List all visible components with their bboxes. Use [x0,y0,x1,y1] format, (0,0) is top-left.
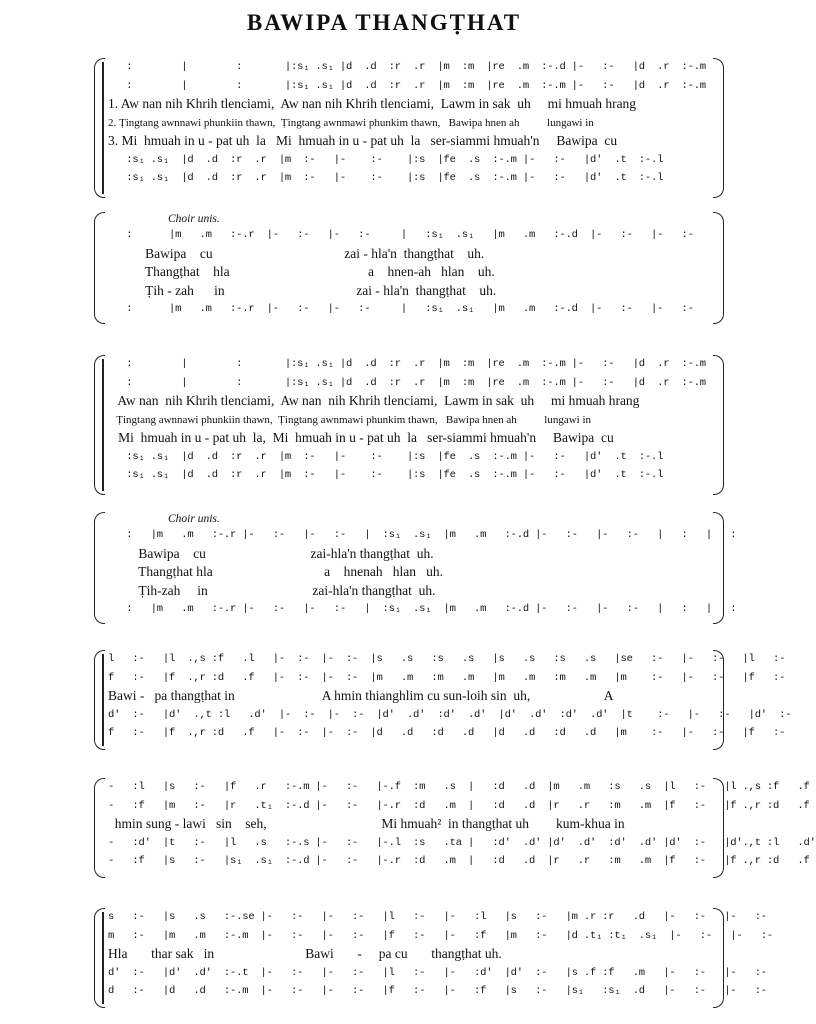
choir-direction: Choir unis. [168,513,220,525]
music-system-6 [94,778,816,878]
lyric-verse-3: Ṭih-zah in zai-hla'n thangṭhat uh. [108,582,436,598]
music-system-1 [94,58,724,198]
system-rows [108,212,710,319]
music-system-7 [94,908,774,1008]
lyric-verse-1: Bawipa cu zai-hla'n thangṭhat uh. [108,545,434,561]
melody-notes-lower: : |m .m :-.r |- :- |- :- | :s₁ .s₁ |m .m :-.d |- :- |- :- | : | : [108,603,737,615]
alto-notes: m :- |m .m :-.m |- :- |- :- |f :- |- :f |m :- |d .t₁ :t₁ .s₁ |- :- |- :- [108,929,774,942]
system-rows [108,58,710,188]
alto-notes: f :- |f .,r :d .f |- :- |- :- |m .m :m .m |m .m :m .m |m :- |- :- |f :- [108,671,786,684]
lyric-verse-2: Thangṭhat hla a hnenah hlan uh. [108,564,443,579]
bass-notes: :s₁ .s₁ |d .d :r .r |m :- |- :- |:s |fe .s :-.m |- :- |d' .t :-.l [108,172,664,184]
bar-line [102,62,104,194]
tenor-notes: :s₁ .s₁ |d .d :r .r |m :- |- :- |:s |fe .s :-.m |- :- |d' .t :-.l [108,153,664,166]
alto-notes: : | : |:s₁ .s₁ |d .d :r .r |m :m |re .m :-.m |- :- |d .r :-.m [108,79,706,92]
system-rows [108,355,710,485]
bar-line [102,912,104,1004]
bar-line [102,359,104,491]
lyric-line: hmin sung - lawi sin seh, Mi hmuah² in thangṭhat uh kum-khua in [108,816,625,831]
bass-notes: :s₁ .s₁ |d .d :r .r |m :- |- :- |:s |fe .s :-.m |- :- |d' .t :-.l [108,469,664,481]
lyric-verse-2: Ṭingtang awnnawi phunkiin thawn, Ṭingtang awnmawi phunkim thawn, Bawipa hnen ah lungawi in [108,413,592,426]
melody-notes: : |m .m :-.r |- :- |- :- | :s₁ .s₁ |m .m :-.d |- :- |- :- | : | : [108,529,737,541]
alto-notes: : | : |:s₁ .s₁ |d .d :r .r |m :m |re .m :-.m |- :- |d .r :-.m [108,376,706,389]
melody-notes-lower: : |m .m :-.r |- :- |- :- | :s₁ .s₁ |m .m :-.d |- :- |- :- [108,303,694,315]
lyric-verse-3: Ṭih - zah in zai - hla'n thangṭhat uh. [108,282,497,298]
music-system-2 [94,212,724,324]
system-brace-left [94,512,105,624]
bass-notes: d :- |d .d :-.m |- :- |- :- |f :- |- :f |s :- |s₁ :s₁ .d |- :- |- :- [108,985,767,997]
soprano-notes: l :- |l .,s :f .l |- :- |- :- |s .s :s .s |s .s :s .s |se :- |- :- |l :- [108,653,786,665]
system-rows [108,650,792,743]
melody-notes: : |m .m :-.r |- :- |- :- | :s₁ .s₁ |m .m :-.d |- :- |- :- [108,229,694,241]
tenor-notes: - :d' |t :- |l .s :-.s |- :- |-.l :s .ta | :d' .d' |d' .d' :d' .d' |d' :- |d'.,t :l .d' [108,836,816,849]
lyric-verse-2: Thangṭhat hla a hnen-ah hlan uh. [108,264,495,279]
lyric-verse-1: Bawipa cu zai - hla'n thangṭhat uh. [108,245,485,261]
system-brace-right [713,58,724,198]
page-title: BAWIPA THANGṬHAT [246,10,522,35]
alto-notes: - :f |m :- |r .t₁ :-.d |- :- |-.r :d .m | :d .d |r .r :m .m |f :- |f .,r :d .f [108,799,810,812]
system-rows [108,908,774,1001]
lyric-verse-1: 1. Aw nan nih Khrih tlenciami, Aw nan nih Khrih tlenciami, Lawm in sak uh mi hmuah hrang [108,96,637,111]
lyric-line: Hla thar sak in Bawi - pa cu thangṭhat uh. [108,946,502,961]
soprano-notes: s :- |s .s :-.se |- :- |- :- |l :- |- :l |s :- |m .r :r .d |- :- |- :- [108,911,767,923]
bass-notes: - :f |s :- |s₁ .s₁ :-.d |- :- |-.r :d .m | :d .d |r .r :m .m |f :- |f .,r :d .f [108,855,810,867]
soprano-notes: : | : |:s₁ .s₁ |d .d :r .r |m :m |re .m :-.d |- :- |d .r :-.m [108,61,706,73]
soprano-notes: - :l |s :- |f .r :-.m |- :- |-.f :m .s | :d .d |m .m :s .s |l :- |l .,s :f .f [108,781,810,793]
system-rows [108,512,737,619]
bar-line [102,654,104,746]
system-brace-left [94,778,105,878]
lyric-verse-3: Mi hmuah in u - pat uh la, Mi hmuah in u - pat uh la ser-siammi hmuah'n Bawipa cu [108,430,614,445]
system-brace-left [94,212,105,324]
tenor-notes: d' :- |d' .d' :-.t |- :- |- :- |l :- |- :d' |d' :- |s .f :f .m |- :- |- :- [108,966,767,979]
tenor-notes: d' :- |d' .,t :l .d' |- :- |- :- |d' .d' :d' .d' |d' .d' :d' .d' |t :- |- :- |d' :- [108,708,792,721]
music-system-3 [94,355,724,495]
tenor-notes: :s₁ .s₁ |d .d :r .r |m :- |- :- |:s |fe .s :-.m |- :- |d' .t :-.l [108,450,664,463]
system-brace-right [713,212,724,324]
choir-direction: Choir unis. [168,213,220,225]
lyric-verse-1: Aw nan nih Khrih tlenciami, Aw nan nih Khrih tlenciami, Lawm in sak uh mi hmuah hrang [108,393,640,408]
lyric-verse-3: 3. Mi hmuah in u - pat uh la Mi hmuah in u - pat uh la ser-siammi hmuah'n Bawipa cu [108,133,618,148]
system-rows [108,778,816,871]
soprano-notes: : | : |:s₁ .s₁ |d .d :r .r |m :m |re .m :-.m |- :- |d .r :-.m [108,358,706,370]
music-system-5 [94,650,792,750]
bass-notes: f :- |f .,r :d .f |- :- |- :- |d .d :d .d |d .d :d .d |m :- |- :- |f :- [108,727,786,739]
lyric-line: Bawi - pa thangṭhat in A hmin thianghlim cu sun-loih sin uh, A [108,688,614,703]
lyric-verse-2: 2. Ṭingtang awnnawi phunkiin thawn, Ṭingtang awnmawi phunkim thawn, Bawipa hnen ah lungawi in [108,116,594,129]
music-system-4 [94,512,737,624]
system-brace-right [713,355,724,495]
